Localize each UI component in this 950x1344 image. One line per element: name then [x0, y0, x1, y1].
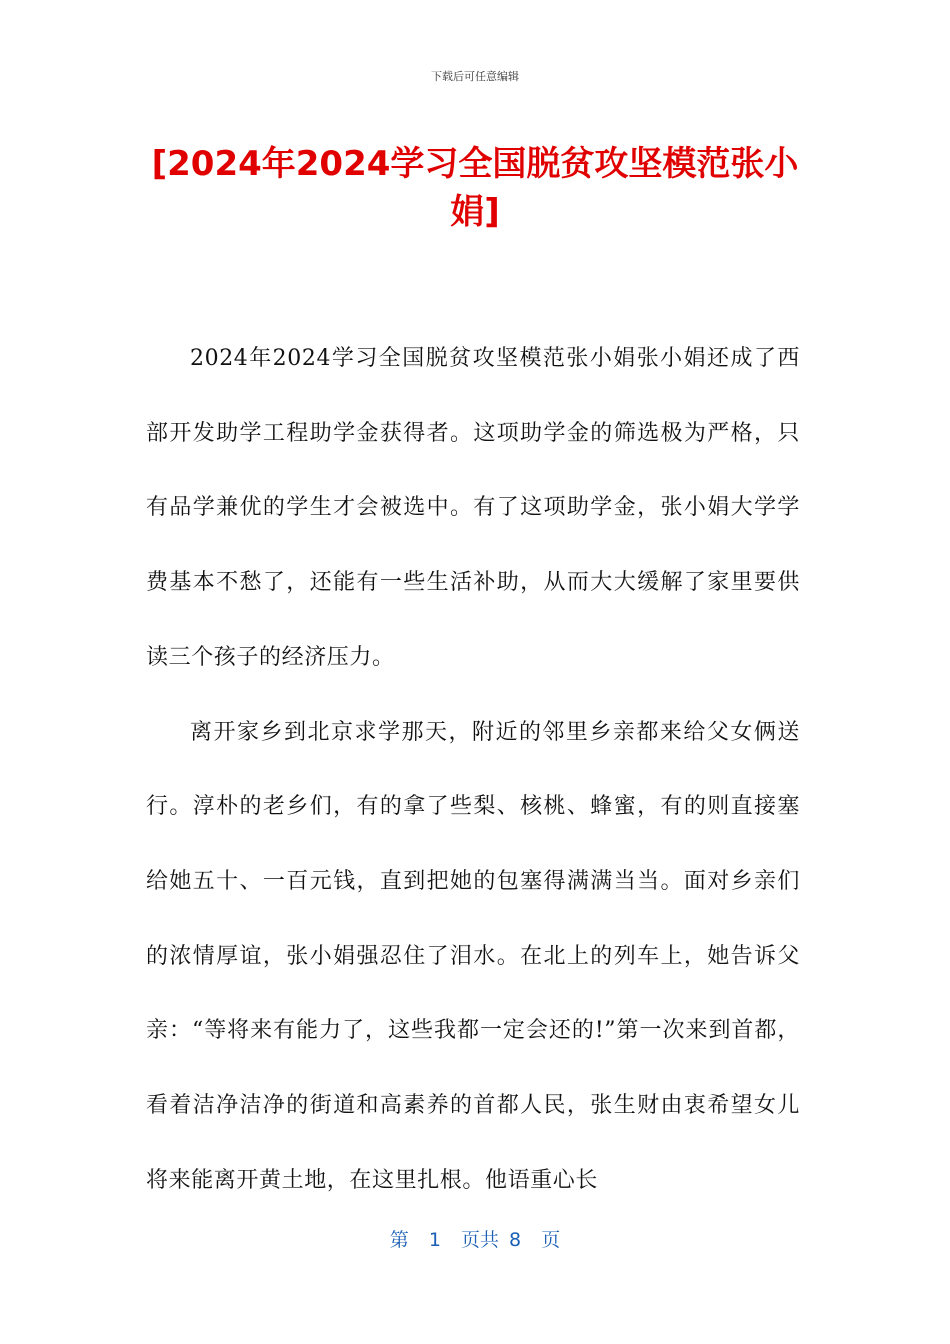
document-title: [2024年2024学习全国脱贫攻坚模范张小娟]	[151, 144, 799, 232]
body-paragraph: 2024年2024学习全国脱贫攻坚模范张小娟张小娟还成了西部开发助学工程助学金获得者。这项助学金的筛选极为严格，只有品学兼优的学生才会被选中。有了这项助学金，张小娟大学学费基本不愁了，还能有一些生活补助，从而大大缓解了家里要供读三个孩子的经济压力。	[146, 346, 800, 670]
document-body	[146, 322, 800, 1218]
header-note: 下载后可任意编辑	[431, 70, 519, 83]
body-paragraph: 离开家乡到北京求学那天，附近的邻里乡亲都来给父女俩送行。淳朴的老乡们，有的拿了些梨、核桃、蜂蜜，有的则直接塞给她五十、一百元钱，直到把她的包塞得满满当当。面对乡亲们的浓情厚谊，张小娟强忍住了泪水。在北上的列车上，她告诉父亲：“等将来有能力了，这些我都一定会还的!”第一次来到首都，看着洁净洁净的街道和高素养的首都人民，张生财由衷希望女儿将来能离开黄土地，在这里扎根。他语重心长	[146, 719, 800, 1193]
page-number-footer: 第 1 页共 8 页	[389, 1229, 561, 1251]
